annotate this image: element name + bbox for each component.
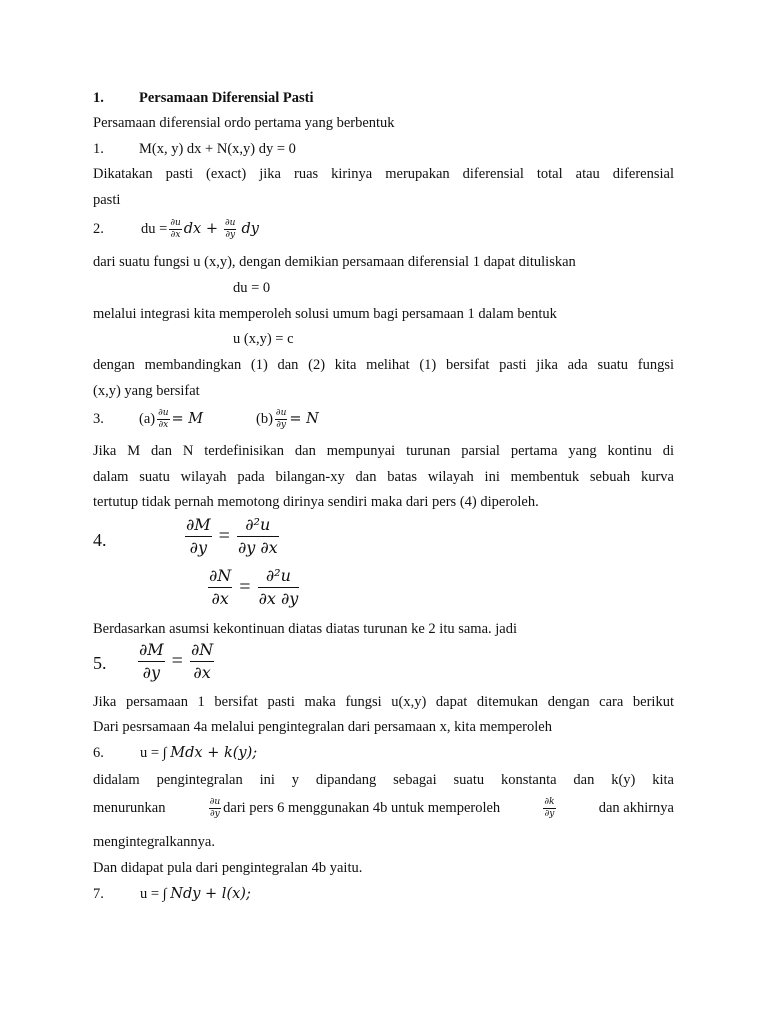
eq3b-label: (b) (256, 411, 273, 427)
equation-2 (93, 211, 393, 247)
equation-number: 2. (93, 221, 104, 237)
equation-number: 7. (93, 886, 104, 902)
section-number: 1. (93, 90, 104, 106)
intro-text: Persamaan diferensial ordo pertama yang berbentuk (93, 115, 395, 131)
equation-u-c: u (x,y) = c (233, 331, 294, 347)
paragraph-function: dari suatu fungsi u (x,y), dengan demikian persamaan diferensial 1 dapat dituliskan (93, 254, 576, 270)
equation-3 (93, 401, 393, 437)
equation-4b (206, 568, 301, 607)
eq3b-rhs: = N (289, 411, 319, 427)
eq4a-lhs-frac: $\frac{\partial M}{\partial y}$ (186, 515, 211, 557)
section-title: Persamaan Diferensial Pasti (139, 90, 314, 106)
eq2-end: dy (241, 221, 259, 237)
paragraph-conditions-line2: dalam suatu wilayah pada bilangan-xy dan batas wilayah ini membentuk sebuah kurva (93, 469, 674, 485)
paragraph-exact-line2: pasti (93, 192, 121, 208)
paragraph-method: Jika persamaan 1 bersifat pasti maka fungsi u(x,y) dapat ditemukan dengan cara berikut (93, 694, 674, 710)
eq3a-frac: $\frac{\partial u}{\partial x}$ (158, 407, 169, 430)
eq7-expr: Ndy + l(x); (170, 886, 251, 902)
equation-number-5: 5. (93, 653, 107, 673)
paragraph-compare-line1: dengan membandingkan (1) dan (2) kita melihat (1) bersifat pasti jika ada suatu fungsi (93, 357, 674, 373)
paragraph-inside-line1: didalam pengintegralan ini y dipandang sebagai suatu konstanta dan k(y) kita (93, 772, 674, 788)
equation-number: 6. (93, 745, 104, 761)
eq3a-rhs: = M (171, 411, 204, 427)
section-heading (93, 89, 314, 107)
paragraph-conditions-line1: Jika M dan N terdefinisikan dan mempunyai turunan parsial pertama yang kontinu di (93, 443, 674, 459)
paragraph-inside-line2 (93, 790, 674, 826)
equation-1 (93, 140, 393, 158)
paragraph-conditions-line3: tertutup tidak pernah memotong dirinya sendiri maka dari pers (4) diperoleh. (93, 494, 539, 510)
eq4b-equals: = (239, 576, 251, 598)
eq4a-rhs-frac: $\frac{\text{∂²u}}{\partial y \partial x}$ (237, 515, 278, 557)
eq3a-label: (a) (139, 411, 156, 427)
eq5-equals: = (171, 650, 183, 672)
equation-4a (183, 517, 281, 556)
eq6-expr: Mdx + k(y); (170, 745, 258, 761)
eq5-lhs-frac: $\frac{\partial M}{\partial y}$ (139, 640, 164, 682)
equation-5 (136, 642, 216, 681)
inside-text-c: dan akhirnya (598, 800, 674, 816)
eq3b-frac: $\frac{\partial u}{\partial y}$ (275, 407, 287, 430)
eq4b-lhs-frac: $\frac{\partial N}{\partial x}$ (209, 566, 232, 608)
inside-text-a: menurunkan (93, 800, 166, 816)
equation-6 (93, 744, 393, 762)
equation-expr: M(x, y) dx + N(x,y) dy = 0 (139, 141, 296, 157)
eq2-mid: dx + (183, 221, 218, 237)
equation-number-4: 4. (93, 530, 107, 550)
eq4b-rhs-frac: $\frac{\text{∂²u}}{\partial x \partial y}$ (258, 566, 299, 608)
inside-frac-dk-dy: $\frac{\partial k}{\partial y}$ (544, 796, 555, 819)
paragraph-exact-line1: Dikatakan pasti (exact) jika ruas kirinya merupakan diferensial total atau diferensial (93, 166, 674, 182)
eq2-frac-du-dy: $\frac{\partial u}{\partial y}$ (224, 217, 236, 240)
eq2-frac-du-dx: $\frac{\partial u}{\partial x}$ (170, 217, 181, 240)
inside-text-b: dari pers 6 menggunakan 4b untuk memperoleh (223, 800, 501, 816)
paragraph-obtained: Dan didapat pula dari pengintegralan 4b yaitu. (93, 860, 363, 876)
eq4a-equals: = (218, 525, 230, 547)
eq2-lhs: du = (141, 221, 168, 237)
paragraph-inside-line3: mengintegralkannya. (93, 834, 215, 850)
equation-du-zero: du = 0 (233, 280, 271, 296)
equation-number: 3. (93, 411, 104, 427)
equation-number: 1. (93, 141, 104, 157)
equation-7 (93, 885, 393, 903)
paragraph-compare-line2: (x,y) yang bersifat (93, 383, 200, 399)
paragraph-assumption: Berdasarkan asumsi kekontinuan diatas diatas turunan ke 2 itu sama. jadi (93, 621, 518, 637)
inside-frac-du-dy: $\frac{\partial u}{\partial y}$ (209, 796, 221, 819)
paragraph-integration: melalui integrasi kita memperoleh solusi umum bagi persamaan 1 dalam bentuk (93, 306, 557, 322)
eq5-rhs-frac: $\frac{\partial N}{\partial x}$ (190, 640, 214, 682)
eq6-lhs: u = ∫ (140, 745, 167, 761)
paragraph-4a: Dari pesrsamaan 4a melalui pengintegralan dari persamaan x, kita memperoleh (93, 719, 552, 735)
eq7-lhs: u = ∫ (140, 886, 167, 902)
